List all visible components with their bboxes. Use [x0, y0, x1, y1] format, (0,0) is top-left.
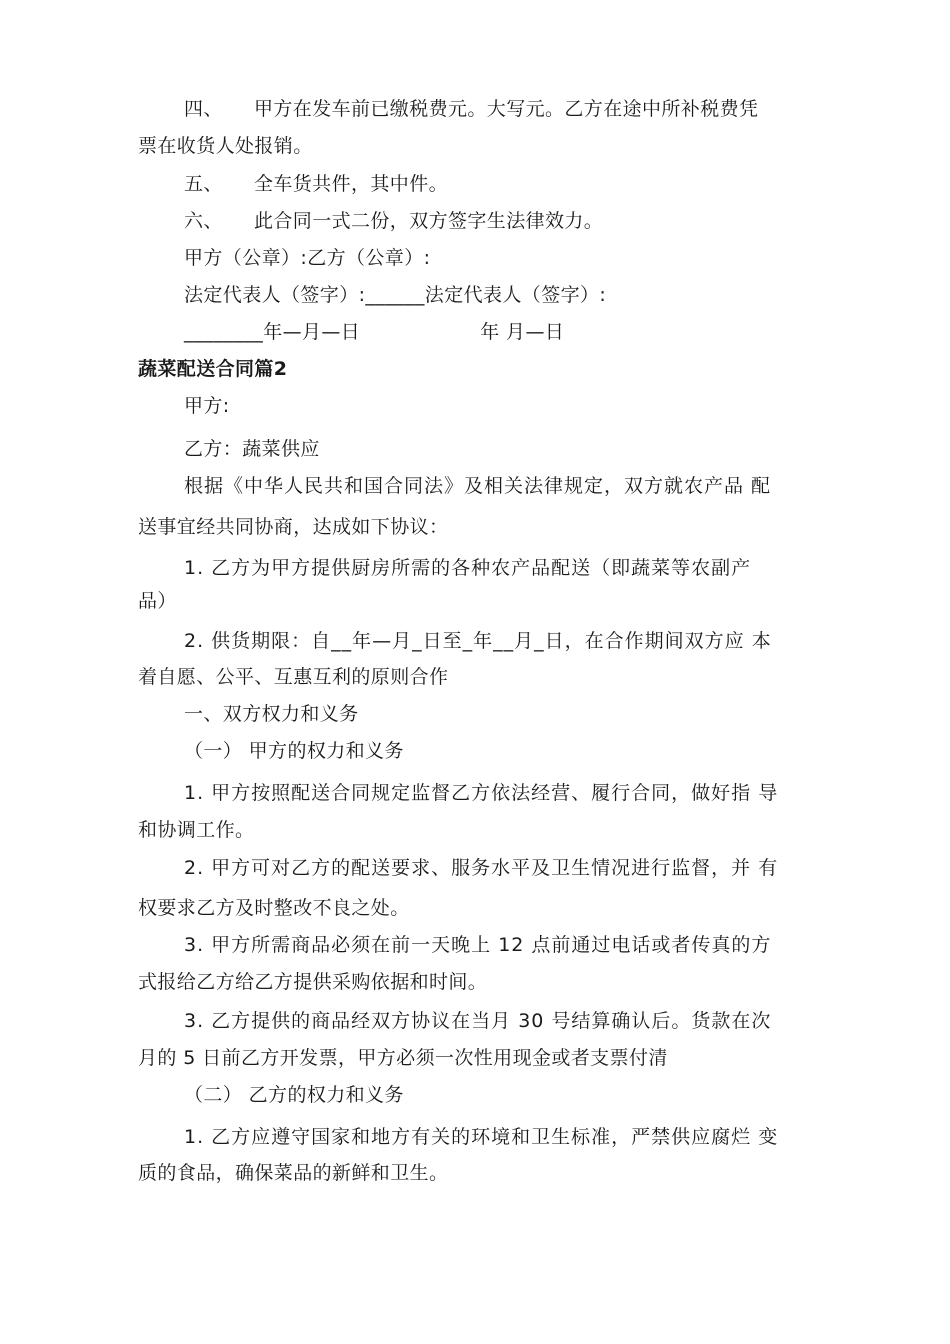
- item-2-line-2: 着自愿、公平、互惠互利的原则合作: [138, 666, 449, 688]
- a-item-1-line-1: 1. 甲方按照配送合同规定监督乙方依法经营、履行合同，做好指 导: [184, 782, 779, 804]
- a-item-3-line-1: 3. 甲方所需商品必须在前一天晚上 12 点前通过电话或者传真的方: [184, 934, 772, 956]
- clause-4-line: [184, 96, 824, 122]
- date-party-b: 年 月—日: [480, 321, 565, 343]
- seal-line: 甲方（公章）:乙方（公章）:: [184, 247, 431, 269]
- clause-text: 全车货共件，其中件。: [254, 173, 449, 195]
- preamble-line-2: 送事宜经共同协商，达成如下协议：: [138, 516, 449, 538]
- b-item-1-line-2: 质的食品，确保菜品的新鲜和卫生。: [138, 1162, 449, 1184]
- a-item-2-line-1: 2. 甲方可对乙方的配送要求、服务水平及卫生情况进行监督，并 有: [184, 857, 779, 879]
- item-2-line-1: 2. 供货期限：自__年—月_日至_年__月_日，在合作期间双方应 本: [184, 630, 772, 652]
- section-heading: 蔬菜配送合同篇2: [138, 358, 288, 380]
- party-b-line: 乙方：蔬菜供应: [184, 438, 320, 460]
- party-a-rights-heading: （一） 甲方的权力和义务: [184, 740, 404, 762]
- clause-6-line: [184, 208, 824, 234]
- clause-text: 此合同一式二份，双方签字生法律效力。: [254, 210, 604, 232]
- preamble-line-1: 根据《中华人民共和国合同法》及相关法律规定，双方就农产品 配: [184, 475, 772, 497]
- a-item-3-line-2: 式报给乙方给乙方提供采购依据和时间。: [138, 971, 488, 993]
- a-item-1-line-2: 和协调工作。: [138, 819, 255, 841]
- date-line: [184, 319, 824, 345]
- clause-5-line: [184, 171, 824, 197]
- b-item-1-line-1: 1. 乙方应遵守国家和地方有关的环境和卫生标准，严禁供应腐烂 变: [184, 1126, 779, 1148]
- clause-4-continuation: 票在收货人处报销。: [138, 135, 313, 157]
- clause-number: 五、: [184, 173, 223, 195]
- date-party-a: ________年—月—日: [184, 321, 361, 343]
- rights-heading: 一、双方权力和义务: [184, 703, 359, 725]
- clause-text: 甲方在发车前已缴税费元。大写元。乙方在途中所补税费凭: [254, 98, 759, 120]
- party-a-line: 甲方:: [184, 395, 230, 417]
- party-b-rights-heading: （二） 乙方的权力和义务: [184, 1084, 404, 1106]
- clause-number: 六、: [184, 210, 223, 232]
- a-item-2-line-2: 权要求乙方及时整改不良之处。: [138, 897, 410, 919]
- representative-signature-line: 法定代表人（签字）:______法定代表人（签字）:: [184, 284, 607, 306]
- a-item-4-line-2: 月的 5 日前乙方开发票，甲方必须一次性用现金或者支票付清: [138, 1047, 668, 1069]
- item-1-line-1: 1. 乙方为甲方提供厨房所需的各种农产品配送（即蔬菜等农副产: [184, 557, 752, 579]
- clause-number: 四、: [184, 98, 223, 120]
- item-1-line-2: 品）: [138, 590, 177, 612]
- a-item-4-line-1: 3. 乙方提供的商品经双方协议在当月 30 号结算确认后。货款在次: [184, 1010, 772, 1032]
